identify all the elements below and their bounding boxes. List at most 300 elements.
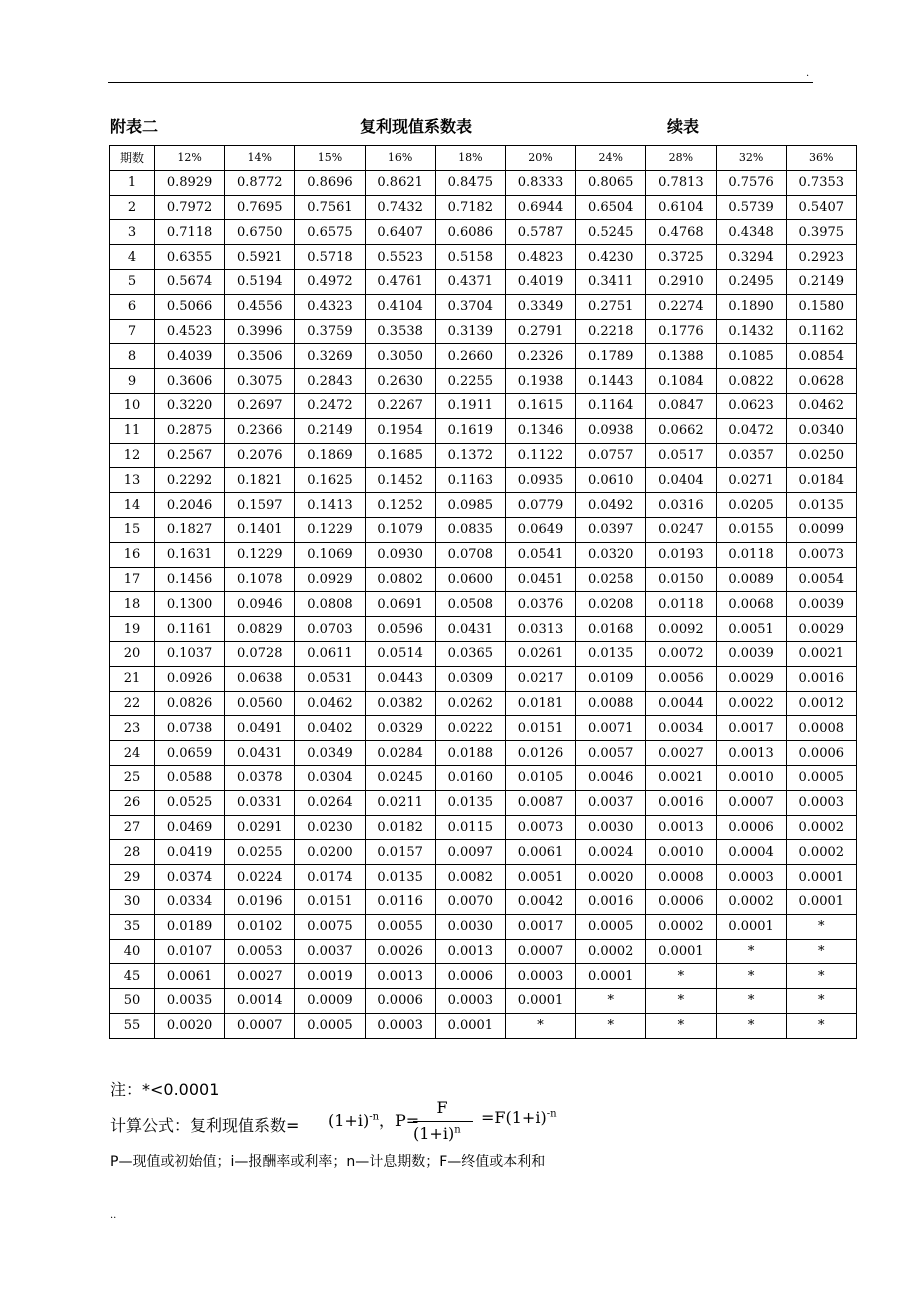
factor-cell: 0.0002 xyxy=(716,889,786,914)
formula-expression-2 xyxy=(481,1108,557,1127)
table-row xyxy=(110,567,857,592)
factor-cell: 0.1821 xyxy=(225,468,295,493)
period-cell: 6 xyxy=(110,294,155,319)
factor-cell: 0.0109 xyxy=(576,666,646,691)
factor-cell: 0.0088 xyxy=(576,691,646,716)
factor-cell: 0.0462 xyxy=(295,691,365,716)
period-cell: 14 xyxy=(110,493,155,518)
factor-cell: 0.1401 xyxy=(225,517,295,542)
factor-cell: * xyxy=(576,989,646,1014)
factor-cell: 0.0044 xyxy=(646,691,716,716)
period-cell: 11 xyxy=(110,418,155,443)
header-dot: . xyxy=(806,68,810,79)
formula-base-2: =F(1+i) xyxy=(481,1108,547,1127)
factor-cell: 0.0182 xyxy=(365,815,435,840)
factor-cell: 0.0013 xyxy=(365,964,435,989)
factor-cell: 0.0404 xyxy=(646,468,716,493)
factor-cell: 0.5523 xyxy=(365,245,435,270)
factor-cell: 0.0020 xyxy=(576,865,646,890)
continued-label: 续表 xyxy=(667,117,700,136)
factor-cell: 0.0431 xyxy=(225,741,295,766)
factor-cell: 0.0517 xyxy=(646,443,716,468)
factor-cell: 0.0070 xyxy=(435,889,505,914)
factor-cell: 0.0135 xyxy=(786,493,856,518)
factor-cell: 0.0092 xyxy=(646,617,716,642)
factor-cell: 0.0491 xyxy=(225,716,295,741)
factor-cell: 0.0030 xyxy=(435,914,505,939)
factor-cell: 0.0068 xyxy=(716,592,786,617)
factor-cell: 0.0419 xyxy=(155,840,225,865)
factor-cell: 0.0010 xyxy=(646,840,716,865)
factor-cell: 0.0378 xyxy=(225,765,295,790)
factor-cell: 0.0271 xyxy=(716,468,786,493)
factor-cell: 0.1869 xyxy=(295,443,365,468)
factor-cell: 0.0802 xyxy=(365,567,435,592)
factor-cell: 0.0826 xyxy=(155,691,225,716)
factor-cell: 0.5674 xyxy=(155,269,225,294)
period-cell: 9 xyxy=(110,369,155,394)
factor-cell: 0.0016 xyxy=(646,790,716,815)
factor-cell: 0.3725 xyxy=(646,245,716,270)
factor-cell: 0.0026 xyxy=(365,939,435,964)
period-cell: 20 xyxy=(110,641,155,666)
factor-cell: 0.0006 xyxy=(365,989,435,1014)
factor-cell: 0.0245 xyxy=(365,765,435,790)
table-row xyxy=(110,245,857,270)
factor-cell: 0.0329 xyxy=(365,716,435,741)
factor-cell: 0.2472 xyxy=(295,393,365,418)
factor-cell: 0.0002 xyxy=(786,815,856,840)
factor-cell: 0.0051 xyxy=(716,617,786,642)
factor-cell: 0.0472 xyxy=(716,418,786,443)
factor-cell: 0.4371 xyxy=(435,269,505,294)
table-row xyxy=(110,889,857,914)
period-cell: 55 xyxy=(110,1013,155,1038)
table-row xyxy=(110,369,857,394)
table-row xyxy=(110,790,857,815)
factor-cell: 0.0075 xyxy=(295,914,365,939)
factor-cell: 0.1890 xyxy=(716,294,786,319)
factor-cell: 0.0115 xyxy=(435,815,505,840)
factor-cell: 0.1938 xyxy=(505,369,575,394)
factor-cell: 0.2843 xyxy=(295,369,365,394)
factor-cell: 0.2791 xyxy=(505,319,575,344)
factor-cell: 0.3050 xyxy=(365,344,435,369)
table-row xyxy=(110,195,857,220)
title-row xyxy=(110,114,856,136)
table-row xyxy=(110,319,857,344)
period-cell: 17 xyxy=(110,567,155,592)
factor-cell: 0.0662 xyxy=(646,418,716,443)
factor-cell: 0.0061 xyxy=(155,964,225,989)
factor-cell: 0.7182 xyxy=(435,195,505,220)
factor-cell: 0.8333 xyxy=(505,170,575,195)
factor-cell: 0.5718 xyxy=(295,245,365,270)
factor-cell: 0.0061 xyxy=(505,840,575,865)
factor-cell: 0.0151 xyxy=(505,716,575,741)
factor-cell: 0.6086 xyxy=(435,220,505,245)
factor-cell: 0.0003 xyxy=(505,964,575,989)
factor-cell: 0.1954 xyxy=(365,418,435,443)
factor-cell: 0.0150 xyxy=(646,567,716,592)
factor-cell: 0.2630 xyxy=(365,369,435,394)
period-cell: 45 xyxy=(110,964,155,989)
table-row xyxy=(110,989,857,1014)
factor-cell: 0.0508 xyxy=(435,592,505,617)
factor-cell: 0.0196 xyxy=(225,889,295,914)
factor-cell: 0.0016 xyxy=(576,889,646,914)
factor-cell: 0.1229 xyxy=(225,542,295,567)
factor-cell: 0.3538 xyxy=(365,319,435,344)
factor-cell: 0.1597 xyxy=(225,493,295,518)
factor-cell: 0.1085 xyxy=(716,344,786,369)
header-rule xyxy=(108,82,813,83)
column-header-rate: 20% xyxy=(505,146,575,171)
factor-cell: 0.1164 xyxy=(576,393,646,418)
formula-label: 计算公式：复利现值系数= xyxy=(110,1116,300,1135)
factor-cell: 0.0046 xyxy=(576,765,646,790)
table-row xyxy=(110,542,857,567)
factor-cell: 0.6944 xyxy=(505,195,575,220)
factor-cell: 0.1625 xyxy=(295,468,365,493)
period-cell: 35 xyxy=(110,914,155,939)
factor-cell: 0.1631 xyxy=(155,542,225,567)
factor-cell: 0.0200 xyxy=(295,840,365,865)
factor-cell: 0.4523 xyxy=(155,319,225,344)
factor-cell: * xyxy=(505,1013,575,1038)
column-header-rate: 12% xyxy=(155,146,225,171)
factor-cell: 0.0638 xyxy=(225,666,295,691)
factor-cell: 0.7118 xyxy=(155,220,225,245)
factor-cell: 0.3759 xyxy=(295,319,365,344)
note-text: 注：*<0.0001 xyxy=(110,1080,220,1099)
factor-cell: 0.0006 xyxy=(646,889,716,914)
factor-cell: 0.5407 xyxy=(786,195,856,220)
factor-cell: 0.0854 xyxy=(786,344,856,369)
factor-cell: 0.5158 xyxy=(435,245,505,270)
formula-row xyxy=(110,1098,710,1148)
period-cell: 19 xyxy=(110,617,155,642)
period-cell: 18 xyxy=(110,592,155,617)
column-header-rate: 36% xyxy=(786,146,856,171)
factor-cell: 0.1456 xyxy=(155,567,225,592)
factor-cell: 0.1069 xyxy=(295,542,365,567)
factor-cell: 0.0024 xyxy=(576,840,646,865)
factor-cell: 0.4039 xyxy=(155,344,225,369)
factor-cell: 0.0462 xyxy=(786,393,856,418)
table-row xyxy=(110,517,857,542)
factor-cell: 0.0054 xyxy=(786,567,856,592)
factor-cell: 0.0779 xyxy=(505,493,575,518)
factor-cell: 0.0588 xyxy=(155,765,225,790)
factor-cell: 0.0003 xyxy=(435,989,505,1014)
factor-cell: 0.4761 xyxy=(365,269,435,294)
factor-cell: 0.0222 xyxy=(435,716,505,741)
table-title: 复利现值系数表 xyxy=(360,117,473,136)
factor-cell: 0.0027 xyxy=(646,741,716,766)
appendix-label: 附表二 xyxy=(110,117,159,136)
factor-cell: 0.0738 xyxy=(155,716,225,741)
factor-cell: 0.3704 xyxy=(435,294,505,319)
factor-cell: 0.0020 xyxy=(155,1013,225,1038)
formula-exponent-1: -n xyxy=(369,1111,380,1123)
factor-cell: 0.0560 xyxy=(225,691,295,716)
factor-cell: 0.0001 xyxy=(786,865,856,890)
factor-cell: 0.4104 xyxy=(365,294,435,319)
factor-cell: 0.8772 xyxy=(225,170,295,195)
factor-cell: 0.0374 xyxy=(155,865,225,890)
factor-cell: 0.4230 xyxy=(576,245,646,270)
column-header-period: 期数 xyxy=(110,146,155,171)
table-row xyxy=(110,815,857,840)
period-cell: 21 xyxy=(110,666,155,691)
factor-cell: 0.7695 xyxy=(225,195,295,220)
factor-cell: 0.0357 xyxy=(716,443,786,468)
factor-cell: 0.0016 xyxy=(786,666,856,691)
formula-exponent-2: -n xyxy=(546,1108,557,1120)
factor-cell: 0.3220 xyxy=(155,393,225,418)
factor-cell: 0.0055 xyxy=(365,914,435,939)
factor-cell: 0.0628 xyxy=(786,369,856,394)
factor-cell: 0.0037 xyxy=(295,939,365,964)
factor-cell: 0.0056 xyxy=(646,666,716,691)
factor-cell: 0.0022 xyxy=(716,691,786,716)
factor-cell: 0.4348 xyxy=(716,220,786,245)
table-row xyxy=(110,493,857,518)
formula-base-1: (1+i) xyxy=(328,1111,370,1130)
factor-cell: 0.0211 xyxy=(365,790,435,815)
period-cell: 8 xyxy=(110,344,155,369)
factor-cell: 0.5787 xyxy=(505,220,575,245)
factor-cell: 0.0008 xyxy=(646,865,716,890)
factor-cell: 0.0001 xyxy=(435,1013,505,1038)
factor-cell: 0.0021 xyxy=(646,765,716,790)
factor-cell: 0.0728 xyxy=(225,641,295,666)
factor-cell: 0.2751 xyxy=(576,294,646,319)
factor-cell: 0.0009 xyxy=(295,989,365,1014)
factor-cell: 0.0160 xyxy=(435,765,505,790)
period-cell: 16 xyxy=(110,542,155,567)
table-row xyxy=(110,914,857,939)
table-row xyxy=(110,443,857,468)
factor-cell: 0.0002 xyxy=(646,914,716,939)
period-cell: 1 xyxy=(110,170,155,195)
factor-cell: 0.0034 xyxy=(646,716,716,741)
factor-cell: 0.0010 xyxy=(716,765,786,790)
factor-cell: 0.0541 xyxy=(505,542,575,567)
footer-dots: .. xyxy=(110,1210,117,1221)
factor-cell: 0.1443 xyxy=(576,369,646,394)
factor-cell: 0.0007 xyxy=(505,939,575,964)
fraction-denominator xyxy=(413,1124,461,1143)
factor-cell: 0.2910 xyxy=(646,269,716,294)
factor-cell: 0.0829 xyxy=(225,617,295,642)
period-cell: 7 xyxy=(110,319,155,344)
factor-cell: 0.0443 xyxy=(365,666,435,691)
factor-cell: 0.1580 xyxy=(786,294,856,319)
formula-expression-1 xyxy=(328,1108,419,1131)
factor-cell: 0.5245 xyxy=(576,220,646,245)
factor-cell: 0.0365 xyxy=(435,641,505,666)
formula-separator: ，P= xyxy=(379,1111,420,1130)
column-header-rate: 24% xyxy=(576,146,646,171)
factor-cell: 0.0188 xyxy=(435,741,505,766)
factor-cell: 0.1372 xyxy=(435,443,505,468)
factor-cell: 0.0926 xyxy=(155,666,225,691)
factor-cell: 0.0600 xyxy=(435,567,505,592)
factor-cell: 0.0002 xyxy=(576,939,646,964)
factor-cell: 0.0985 xyxy=(435,493,505,518)
table-row xyxy=(110,418,857,443)
factor-cell: 0.0007 xyxy=(716,790,786,815)
factor-cell: 0.0102 xyxy=(225,914,295,939)
table-row xyxy=(110,170,857,195)
factor-cell: 0.0135 xyxy=(435,790,505,815)
factor-cell: 0.0135 xyxy=(576,641,646,666)
factor-cell: 0.3606 xyxy=(155,369,225,394)
factor-cell: * xyxy=(786,1013,856,1038)
factor-cell: 0.7972 xyxy=(155,195,225,220)
factor-cell: 0.1413 xyxy=(295,493,365,518)
factor-cell: * xyxy=(786,914,856,939)
factor-cell: 0.0118 xyxy=(646,592,716,617)
table-row xyxy=(110,865,857,890)
factor-cell: 0.0168 xyxy=(576,617,646,642)
factor-cell: 0.5921 xyxy=(225,245,295,270)
factor-cell: 0.4972 xyxy=(295,269,365,294)
factor-cell: 0.0157 xyxy=(365,840,435,865)
factor-cell: 0.1079 xyxy=(365,517,435,542)
factor-cell: 0.5739 xyxy=(716,195,786,220)
table-row xyxy=(110,666,857,691)
factor-cell: 0.0250 xyxy=(786,443,856,468)
factor-cell: 0.4556 xyxy=(225,294,295,319)
factor-cell: 0.0224 xyxy=(225,865,295,890)
period-cell: 29 xyxy=(110,865,155,890)
factor-cell: 0.3975 xyxy=(786,220,856,245)
factor-cell: 0.0334 xyxy=(155,889,225,914)
factor-cell: 0.0013 xyxy=(435,939,505,964)
factor-cell: 0.0004 xyxy=(716,840,786,865)
factor-cell: 0.0189 xyxy=(155,914,225,939)
denominator-exponent: n xyxy=(454,1124,461,1136)
period-cell: 4 xyxy=(110,245,155,270)
factor-cell: 0.3294 xyxy=(716,245,786,270)
factor-cell: 0.0531 xyxy=(295,666,365,691)
factor-cell: 0.0087 xyxy=(505,790,575,815)
factor-cell: 0.0708 xyxy=(435,542,505,567)
factor-cell: 0.5066 xyxy=(155,294,225,319)
factor-cell: 0.0005 xyxy=(295,1013,365,1038)
factor-cell: 0.0193 xyxy=(646,542,716,567)
denominator-base: (1+i) xyxy=(413,1124,455,1143)
factor-cell: 0.7561 xyxy=(295,195,365,220)
factor-cell: 0.6750 xyxy=(225,220,295,245)
factor-cell: 0.0082 xyxy=(435,865,505,890)
factor-cell: * xyxy=(716,939,786,964)
factor-cell: 0.0072 xyxy=(646,641,716,666)
table-row xyxy=(110,269,857,294)
factor-cell: 0.0002 xyxy=(786,840,856,865)
column-header-rate: 32% xyxy=(716,146,786,171)
factor-cell: 0.0006 xyxy=(716,815,786,840)
factor-cell: 0.1432 xyxy=(716,319,786,344)
factor-cell: 0.0659 xyxy=(155,741,225,766)
factor-cell: 0.0073 xyxy=(505,815,575,840)
factor-cell: 0.2255 xyxy=(435,369,505,394)
factor-cell: 0.0262 xyxy=(435,691,505,716)
fraction-bar xyxy=(413,1121,473,1122)
present-value-table xyxy=(109,145,857,1039)
factor-cell: 0.2326 xyxy=(505,344,575,369)
factor-cell: 0.1452 xyxy=(365,468,435,493)
factor-cell: 0.0030 xyxy=(576,815,646,840)
factor-cell: 0.0039 xyxy=(786,592,856,617)
factor-cell: 0.2660 xyxy=(435,344,505,369)
factor-cell: 0.2274 xyxy=(646,294,716,319)
factor-cell: 0.0027 xyxy=(225,964,295,989)
factor-cell: 0.0029 xyxy=(786,617,856,642)
factor-cell: 0.0001 xyxy=(786,889,856,914)
factor-cell: 0.7432 xyxy=(365,195,435,220)
factor-cell: 0.0208 xyxy=(576,592,646,617)
factor-cell: 0.0135 xyxy=(365,865,435,890)
factor-cell: 0.0703 xyxy=(295,617,365,642)
factor-cell: 0.0006 xyxy=(435,964,505,989)
factor-cell: 0.0808 xyxy=(295,592,365,617)
factor-cell: 0.0822 xyxy=(716,369,786,394)
factor-cell: 0.1162 xyxy=(786,319,856,344)
factor-cell: 0.0037 xyxy=(576,790,646,815)
factor-cell: 0.1037 xyxy=(155,641,225,666)
table-body xyxy=(110,170,857,1038)
factor-cell: 0.1300 xyxy=(155,592,225,617)
factor-cell: 0.0247 xyxy=(646,517,716,542)
factor-cell: 0.0935 xyxy=(505,468,575,493)
factor-cell: 0.7353 xyxy=(786,170,856,195)
column-header-rate: 16% xyxy=(365,146,435,171)
period-cell: 10 xyxy=(110,393,155,418)
factor-cell: 0.0001 xyxy=(716,914,786,939)
factor-cell: 0.5194 xyxy=(225,269,295,294)
factor-cell: 0.0230 xyxy=(295,815,365,840)
factor-cell: 0.8475 xyxy=(435,170,505,195)
factor-cell: * xyxy=(786,964,856,989)
factor-cell: 0.4019 xyxy=(505,269,575,294)
factor-cell: 0.0099 xyxy=(786,517,856,542)
factor-cell: 0.8621 xyxy=(365,170,435,195)
factor-cell: 0.0053 xyxy=(225,939,295,964)
table-row xyxy=(110,765,857,790)
factor-cell: 0.0001 xyxy=(576,964,646,989)
factor-cell: 0.0042 xyxy=(505,889,575,914)
factor-cell: 0.0089 xyxy=(716,567,786,592)
period-cell: 15 xyxy=(110,517,155,542)
factor-cell: 0.2697 xyxy=(225,393,295,418)
factor-cell: 0.1388 xyxy=(646,344,716,369)
factor-cell: 0.0261 xyxy=(505,641,575,666)
factor-cell: 0.0316 xyxy=(646,493,716,518)
factor-cell: 0.0284 xyxy=(365,741,435,766)
factor-cell: 0.0623 xyxy=(716,393,786,418)
factor-cell: 0.1685 xyxy=(365,443,435,468)
period-cell: 28 xyxy=(110,840,155,865)
period-cell: 13 xyxy=(110,468,155,493)
factor-cell: 0.0331 xyxy=(225,790,295,815)
factor-cell: 0.1789 xyxy=(576,344,646,369)
factor-cell: 0.3349 xyxy=(505,294,575,319)
factor-cell: 0.2149 xyxy=(295,418,365,443)
